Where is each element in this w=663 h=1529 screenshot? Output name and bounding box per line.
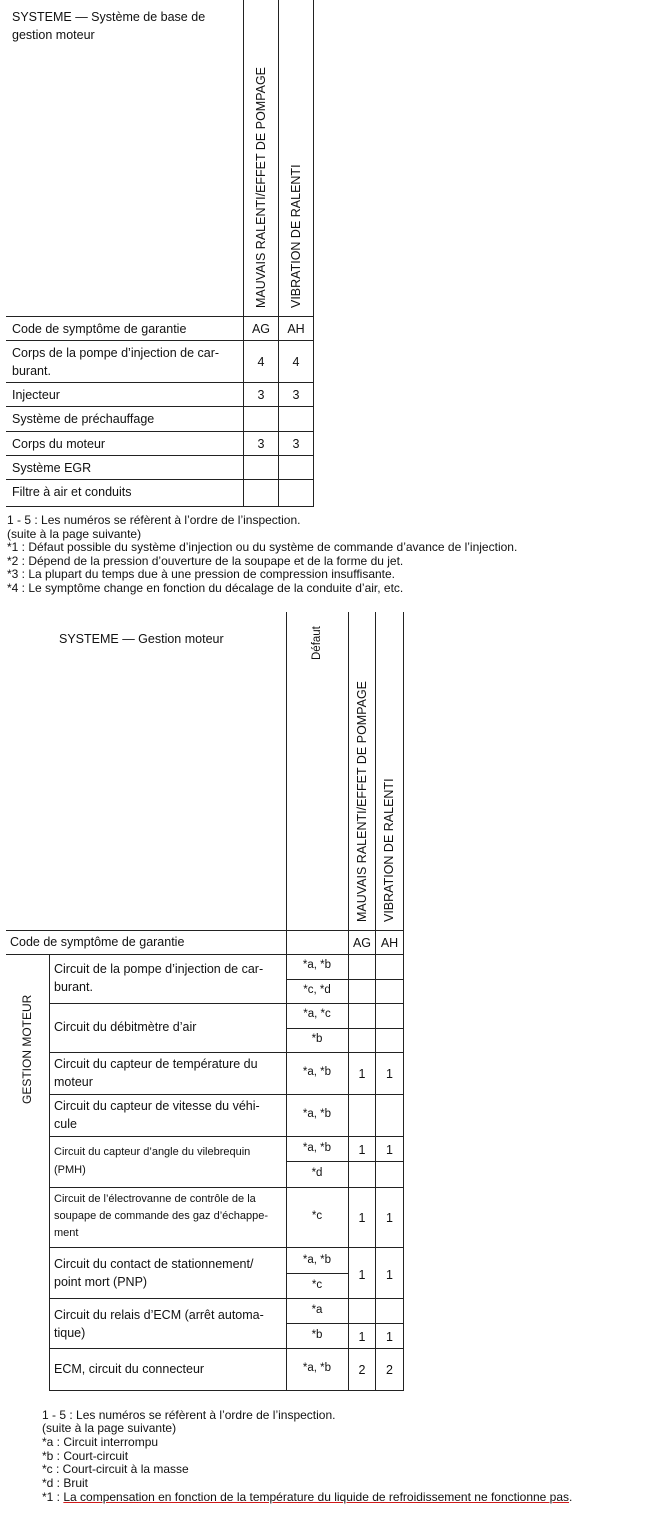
table-2-row-label: (PMH) (54, 1164, 86, 1176)
table-2-row-label: burant. (54, 980, 93, 994)
table-2-cell-ag: 1 (358, 1268, 366, 1282)
table-2-row-label: Circuit du capteur de température du (54, 1057, 258, 1071)
table-2-row-label: cule (54, 1117, 77, 1131)
table-2-cell-ah: 1 (386, 1268, 393, 1282)
note-line: 1 - 5 : Les numéros se réfèrent à l’ordre de l’inspection. (42, 1408, 336, 1422)
table-2-row-label: Circuit de la pompe d’injection de car- (54, 962, 264, 976)
table-2-row-label: ment (54, 1227, 79, 1239)
table-2-row-label: soupape de commande des gaz d’échappe- (54, 1210, 269, 1222)
table-1-cell-ah: 3 (292, 388, 300, 402)
table-1-header-ah: VIBRATION DE RALENTI (289, 164, 303, 308)
note-line: *1 : Défaut possible du système d’injection ou du système de commande d’avance de l’injection. (7, 540, 518, 554)
table-1-code-ag: AG (251, 322, 271, 336)
table-1-cell-ag: 3 (257, 437, 265, 451)
table-1-title-line2: gestion moteur (12, 28, 95, 42)
table-2-defaut: *c, *d (303, 984, 331, 996)
note-line: *c : Court-circuit à la masse (42, 1462, 189, 1476)
table-2-defaut: *b (311, 1033, 323, 1045)
table-2-defaut-header: Défaut (311, 626, 323, 660)
table-2-defaut: *a, *b (302, 1362, 332, 1374)
note-line: *a : Circuit interrompu (42, 1435, 159, 1449)
table-2-row-label: Circuit du contact de stationnement/ (54, 1257, 254, 1271)
table-2-row-label: Circuit de l’électrovanne de contrôle de la (54, 1193, 256, 1205)
table-2-defaut: *b (311, 1329, 323, 1341)
table-2-defaut: *a (311, 1304, 323, 1316)
table-2-header-ah: VIBRATION DE RALENTI (382, 778, 396, 922)
table-2-cell-ah: 2 (386, 1363, 393, 1377)
table-1-title-line1: SYSTEME — Système de base de (12, 10, 206, 24)
table-2-row-label: Circuit du capteur de vitesse du véhi- (54, 1099, 260, 1113)
table-1-row-label: Injecteur (12, 388, 60, 402)
note-suffix: . (569, 1490, 573, 1504)
table-2-title: SYSTEME — Gestion moteur (59, 632, 224, 646)
table-2-cell-ah: 1 (386, 1143, 393, 1157)
table-2-defaut: *a, *b (302, 959, 332, 971)
table-2-defaut: *a, *b (302, 1066, 332, 1078)
table-2-defaut: *a, *b (302, 1108, 332, 1120)
table-2-code-label: Code de symptôme de garantie (10, 935, 185, 949)
table-1-row-label: Filtre à air et conduits (12, 485, 132, 499)
underlined-note: La compensation en fonction de la température du liquide de refroidissement ne fonctionne pas (63, 1490, 570, 1504)
note-line: 1 - 5 : Les numéros se réfèrent à l’ordre de l’inspection. (7, 513, 301, 527)
table-2-defaut: *c (311, 1279, 323, 1291)
table-2-row-label: tique) (54, 1326, 86, 1340)
note-line: *2 : Dépend de la pression d’ouverture de la soupape et de la forme du jet. (7, 554, 404, 568)
table-2-cell-ag: 1 (358, 1067, 366, 1081)
note-prefix: *1 : (42, 1490, 64, 1504)
table-1-code-label: Code de symptôme de garantie (12, 322, 187, 336)
note-line (42, 1491, 572, 1505)
table-2-defaut: *a, *b (302, 1254, 332, 1266)
table-2-row-label: ECM, circuit du connecteur (54, 1362, 205, 1376)
table-2-cell-ag: 1 (358, 1143, 366, 1157)
table-2-cell-ag: 1 (358, 1330, 366, 1344)
table-1-row-label: Système de préchauffage (12, 412, 155, 426)
table-2-defaut: *c (311, 1210, 323, 1222)
table-2-defaut: *d (311, 1167, 323, 1179)
note-line: *d : Bruit (42, 1476, 89, 1490)
table-1-row-label: Corps de la pompe d’injection de car- (12, 346, 220, 360)
table-1-row-label: Système EGR (12, 461, 92, 475)
table-2-cell-ah: 1 (386, 1330, 393, 1344)
table-2-row-label: Circuit du capteur d’angle du vilebrequin (54, 1146, 251, 1158)
table-2-cell-ag: 1 (358, 1211, 366, 1225)
note-line: (suite à la page suivante) (42, 1421, 177, 1435)
note-line: *3 : La plupart du temps due à une pression de compression insuffisante. (7, 567, 396, 581)
note-line: *4 : Le symptôme change en fonction du décalage de la conduite d’air, etc. (7, 581, 404, 595)
table-2-row-label: Circuit du relais d’ECM (arrêt automa- (54, 1308, 264, 1322)
table-1-cell-ah: 4 (292, 355, 300, 369)
table-2-row-label: moteur (54, 1075, 93, 1089)
table-2-cell-ag: 2 (358, 1363, 366, 1377)
table-2-header-ag: MAUVAIS RALENTI/EFFET DE POMPAGE (355, 680, 369, 922)
table-2-cell-ah: 1 (386, 1211, 393, 1225)
table-1-header-ag: MAUVAIS RALENTI/EFFET DE POMPAGE (254, 66, 268, 308)
table-2-code-ah: AH (380, 936, 399, 950)
table-2-row-label: Circuit du débitmètre d’air (54, 1020, 197, 1034)
table-1-cell-ag: 3 (257, 388, 265, 402)
table-2-defaut: *a, *c (303, 1008, 331, 1020)
table-1-cell-ag: 4 (257, 355, 265, 369)
note-line: *b : Court-circuit (42, 1449, 129, 1463)
table-2-code-ag: AG (352, 936, 372, 950)
table-1-code-ah: AH (287, 322, 305, 336)
table-1-cell-ah: 3 (292, 437, 300, 451)
table-2-group-label: GESTION MOTEUR (20, 994, 34, 1104)
table-2-cell-ah: 1 (386, 1067, 393, 1081)
note-line: (suite à la page suivante) (7, 527, 142, 541)
table-2-row-label: point mort (PNP) (54, 1275, 148, 1289)
table-2-defaut: *a, *b (302, 1142, 332, 1154)
table-1-row-label: burant. (12, 364, 51, 378)
table-1-row-label: Corps du moteur (12, 437, 106, 451)
